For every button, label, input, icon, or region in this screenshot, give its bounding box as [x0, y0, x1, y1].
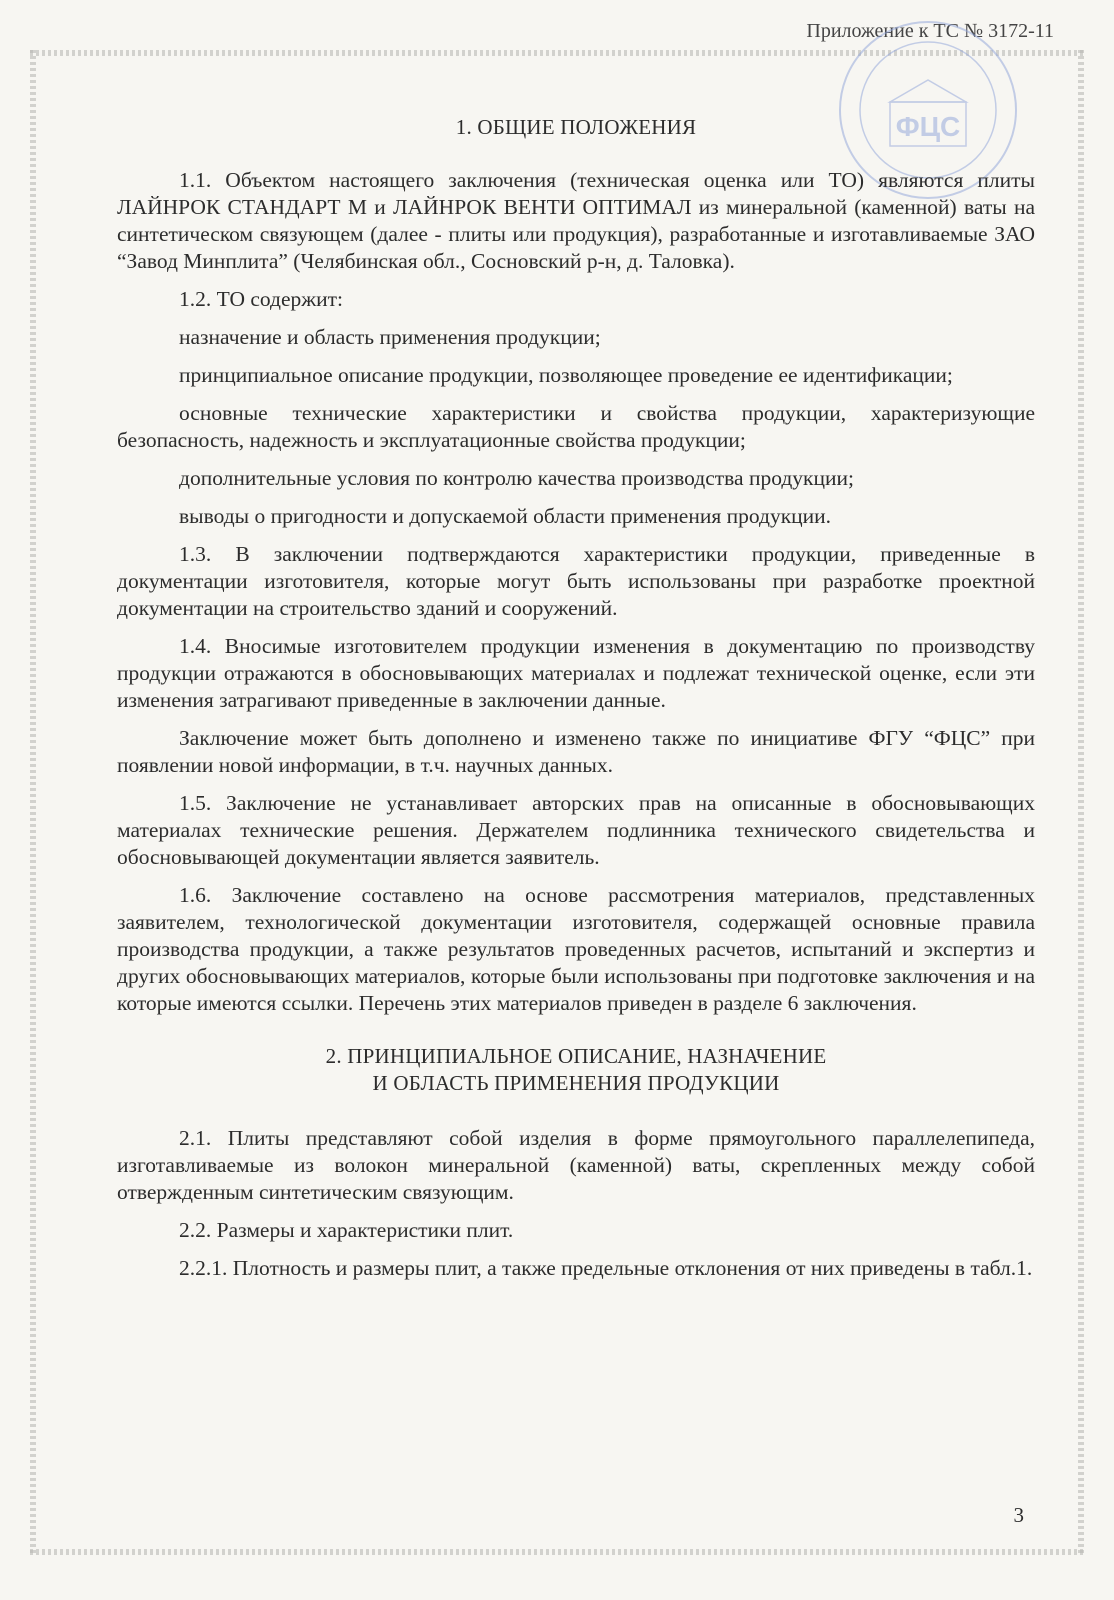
decorative-border-bottom	[30, 1549, 1084, 1555]
section-1-title: 1. ОБЩИЕ ПОЛОЖЕНИЯ	[455, 115, 697, 139]
paragraph-2-1: 2.1. Плиты представляют собой изделия в форме прямоугольного параллелепипеда, изготавливаемые из волокон минеральной (каменной) ваты, скрепленных между собой отвержденным синтетическим связующим.	[117, 1126, 1035, 1204]
decorative-border-left	[30, 50, 36, 1555]
section-2-title-line-2: И ОБЛАСТЬ ПРИМЕНЕНИЯ ПРОДУКЦИИ	[372, 1071, 780, 1095]
page-number: 3	[1013, 1503, 1024, 1527]
paragraph-1-1: 1.1. Объектом настоящего заключения (техническая оценка или ТО) являются плиты ЛАЙНРОК СТАНДАРТ М и ЛАЙНРОК ВЕНТИ ОПТИМАЛ из минеральной (каменной) ваты на синтетическом связующем (далее - плиты или продукция), разработанные и изготавливаемые ЗАО “Завод Минплита” (Челябинская обл., Сосновский р-н, д. Таловка).	[117, 168, 1035, 273]
list-item: основные технические характеристики и свойства продукции, характеризующие безопасность, надежность и эксплуатационные свойства продукции;	[117, 401, 1035, 452]
paragraph-1-2: 1.2. ТО содержит:	[179, 287, 344, 311]
decorative-border-right	[1078, 50, 1084, 1555]
paragraph-1-4b: Заключение может быть дополнено и изменено также по инициативе ФГУ “ФЦС” при появлении новой информации, в т.ч. научных данных.	[117, 726, 1035, 777]
list-item: принципиальное описание продукции, позволяющее проведение ее идентификации;	[179, 363, 953, 387]
document-reference: Приложение к ТС № 3172-11	[806, 20, 1054, 42]
section-2-title	[117, 1043, 1035, 1097]
paragraph-1-4: 1.4. Вносимые изготовителем продукции изменения в документацию по производству продукции отражаются в обосновывающих материалах и подлежат технической оценке, если эти изменения затрагивают приведенные в заключении данные.	[117, 634, 1035, 712]
paragraph-2-2-1: 2.2.1. Плотность и размеры плит, а также предельные отклонения от них приведены в табл.1.	[179, 1256, 1033, 1280]
paragraph-1-5: 1.5. Заключение не устанавливает авторских прав на описанные в обосновывающих материалах технические решения. Держателем подлинника технического свидетельства и обосновывающей документации является заявитель.	[117, 791, 1035, 869]
paragraph-1-3: 1.3. В заключении подтверждаются характеристики продукции, приведенные в документации изготовителя, которые могут быть использованы при разработке проектной документации на строительство зданий и сооружений.	[117, 542, 1035, 620]
list-item: выводы о пригодности и допускаемой области применения продукции.	[179, 504, 832, 528]
paragraph-1-6: 1.6. Заключение составлено на основе рассмотрения материалов, представленных заявителем, технологической документации изготовителя, содержащей основные правила производства продукции, а также результатов проведенных расчетов, испытаний и экспертиз и других обосновывающих материалов, которые были использованы при подготовке заключения и на которые имеются ссылки. Перечень этих материалов приведен в разделе 6 заключения.	[117, 883, 1035, 1015]
list-item: назначение и область применения продукции;	[179, 325, 601, 349]
paragraph-2-2: 2.2. Размеры и характеристики плит.	[179, 1218, 514, 1242]
stamp-text: ФЦС	[895, 111, 961, 142]
document-body	[117, 114, 1035, 1293]
section-2-title-line-1: 2. ПРИНЦИПИАЛЬНОЕ ОПИСАНИЕ, НАЗНАЧЕНИЕ	[325, 1044, 827, 1068]
list-item: дополнительные условия по контролю качества производства продукции;	[179, 466, 854, 490]
